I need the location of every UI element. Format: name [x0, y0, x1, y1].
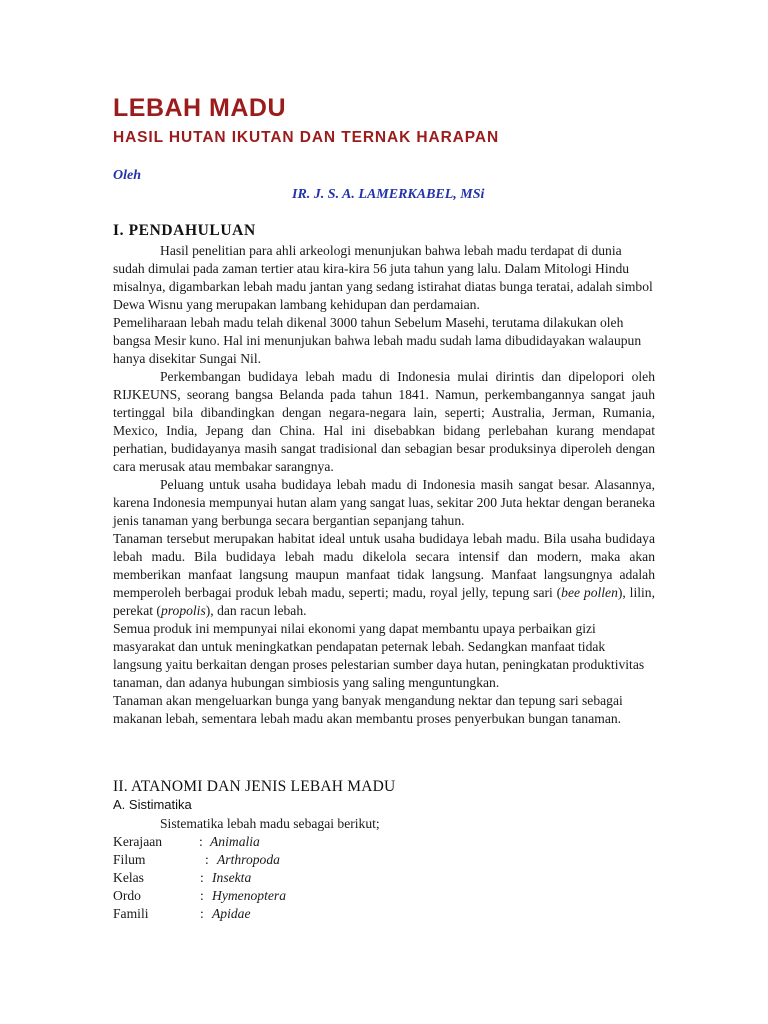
- taxonomy-separator: :: [205, 852, 209, 867]
- taxonomy-separator: :: [200, 888, 204, 903]
- document-subtitle: HASIL HUTAN IKUTAN DAN TERNAK HARAPAN: [113, 129, 500, 146]
- text-run: ), lilin, perekat (: [113, 585, 655, 618]
- taxonomy-row: [113, 888, 413, 906]
- taxonomy-intro: Sistematika lebah madu sebagai berikut;: [160, 816, 380, 831]
- taxonomy-list: [113, 834, 413, 924]
- taxonomy-value: Hymenoptera: [212, 888, 286, 903]
- section-body-pendahuluan: [113, 242, 655, 728]
- paragraph: Hasil penelitian para ahli arkeologi menunjukan bahwa lebah madu terdapat di dunia sudah dimulai pada zaman tertier atau kira-kira 56 juta tahun yang lalu. Dalam Mitologi Hindu misalnya, digambarkan lebah madu jantan yang sedang istirahat diatas bunga teratai, adalah simbol Dewa Wisnu yang merupakan lambang kehidupan dan perdamaian.: [113, 243, 653, 312]
- taxonomy-row: [113, 852, 413, 870]
- taxonomy-separator: :: [200, 906, 204, 921]
- paragraph: Pemeliharaan lebah madu telah dikenal 3000 tahun Sebelum Masehi, terutama dilakukan oleh bangsa Mesir kuno. Hal ini menunjukan bahwa lebah madu sudah lama dibudidayakan walaupun hanya disekitar Sungai Nil.: [113, 315, 642, 366]
- taxonomy-rank: Famili: [113, 906, 149, 921]
- document-title: LEBAH MADU: [113, 94, 287, 122]
- taxonomy-separator: :: [200, 870, 204, 885]
- section-heading-pendahuluan: I. PENDAHULUAN: [113, 222, 256, 239]
- paragraph: Semua produk ini mempunyai nilai ekonomi yang dapat membantu upaya perbaikan gizi masyarakat dan untuk meningkatkan pendapatan peternak lebah. Sedangkan manfaat tidak langsung yaitu berkaitan dengan proses pelestarian sumber daya hutan, peningkatan produktivitas tanaman, dan adanya hubungan simbiosis yang saling menguntungkan.: [113, 621, 645, 690]
- taxonomy-value: Apidae: [212, 906, 251, 921]
- text-run: ), dan racun lebah.: [205, 603, 307, 618]
- section-heading-anatomi: II. ATANOMI DAN JENIS LEBAH MADU: [113, 778, 396, 795]
- taxonomy-value: Arthropoda: [217, 852, 280, 867]
- emphasis-text: bee pollen: [561, 585, 618, 600]
- taxonomy-rank: Ordo: [113, 888, 141, 903]
- taxonomy-separator: :: [199, 834, 203, 849]
- taxonomy-rank: Filum: [113, 852, 146, 867]
- byline-label: Oleh: [113, 168, 141, 183]
- author-name: IR. J. S. A. LAMERKABEL, MSi: [292, 187, 485, 202]
- taxonomy-rank: Kerajaan: [113, 834, 163, 849]
- paragraph: Perkembangan budidaya lebah madu di Indonesia mulai dirintis dan dipelopori oleh RIJKEUNS, seorang bangsa Belanda pada tahun 1841. Namun, perkembangannya sangat jauh tertinggal bila dibandingkan dengan negara-negara lain, seperti; Australia, Jerman, Rumania, Mexico, India, Jepang dan China. Hal ini disebabkan bidang perlebahan kurang mendapat perhatian, budidayanya masih sangat tradisional dan sebagian besar produksinya diperoleh dengan cara merusak atau membakar sarangnya.: [113, 369, 655, 474]
- taxonomy-value: Animalia: [210, 834, 260, 849]
- emphasis-text: propolis: [160, 603, 206, 618]
- taxonomy-row: [113, 834, 413, 852]
- taxonomy-row: [113, 870, 413, 888]
- text-run: Tanaman tersebut merupakan habitat ideal untuk usaha budidaya lebah madu. Bila usaha budidaya lebah madu. Bila budidaya lebah madu dikelola secara intensif dan modern, maka akan memberikan manfaat langsung maupun manfaat tidak langsung. Manfaat langsungnya adalah memperoleh berbagai produk lebah madu, seperti; madu, royal jelly, tepung sari (: [113, 531, 655, 600]
- taxonomy-rank: Kelas: [113, 870, 144, 885]
- taxonomy-row: [113, 906, 413, 924]
- taxonomy-value: Insekta: [212, 870, 252, 885]
- paragraph: Peluang untuk usaha budidaya lebah madu di Indonesia masih sangat besar. Alasannya, karena Indonesia mempunyai hutan alam yang sangat luas, sekitar 200 Juta hektar dengan beraneka jenis tanaman yang berbunga secara bergantian sepanjang tahun.: [113, 477, 655, 528]
- paragraph: Tanaman akan mengeluarkan bunga yang banyak mengandung nektar dan tepung sari sebagai makanan lebah, sementara lebah madu akan membantu proses penyerbukan bungan tanaman.: [113, 693, 623, 726]
- subsection-heading-sistimatika: A. Sistimatika: [113, 797, 192, 812]
- paragraph: [113, 530, 655, 620]
